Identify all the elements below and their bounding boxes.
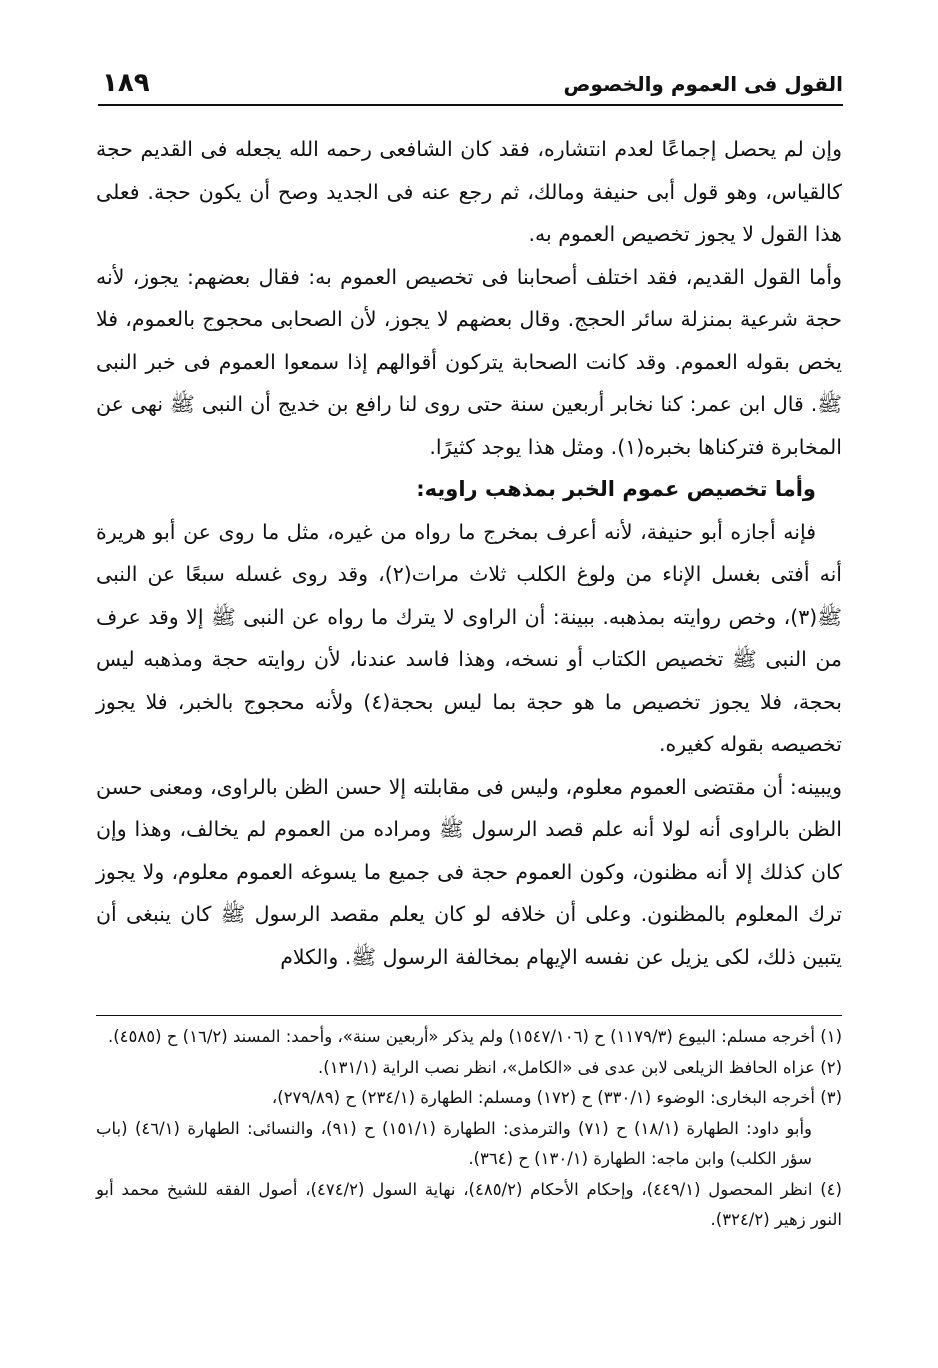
paragraph-1: وإن لم يحصل إجماعًا لعدم انتشاره، فقد كان الشافعى رحمه الله يجعله فى القديم حجة كالقياس، وهو قول أبى حنيفة ومالك، ثم رجع عنه فى الجديد وصح أن يكون حجة. فعلى هذا القول لا يجوز تخصيص العموم به. [96, 137, 842, 246]
page-number: ١٨٩ [102, 68, 150, 98]
footnote-3-continued: وأبو داود: الطهارة (١٨/١) ح (٧١) والترمذى: الطهارة (١٥١/١) ح (٩١)، والنسائى: الطهارة (٤٦/١) (باب سؤر الكلب) وابن ماجه: الطهارة (١٣٠/١) ح (٣٦٤). [96, 1118, 813, 1168]
paragraph-2: وأما القول القديم، فقد اختلف أصحابنا فى تخصيص العموم به: فقال بعضهم: يجوز، لأنه حجة شرعية بمنزلة سائر الحجج. وقال بعضهم لا يجوز، لأن الصحابى محجوج بالعموم، فلا يخص بقوله العموم. وقد كانت الصحابة يتركون أقوالهم إذا سمعوا العموم فى خبر النبى ﷺ. قال ابن عمر: كنا نخابر أربعين سنة حتى روى لنا رافع بن خديج أن النبى ﷺ نهى عن المخابرة فتركناها بخبره(١). ومثل هذا يوجد كثيرًا. [96, 264, 842, 459]
footnotes [96, 1022, 842, 1236]
footnotes-divider [96, 1015, 842, 1016]
footnote-4: (٤) انظر المحصول (٤٤٩/١)، وإحكام الأحكام (٤٨٥/٢)، نهاية السول (٤٧٤/٢)، أصول الفقه للشيخ محمد أبو النور زهير (٣٢٤/٢). [96, 1179, 842, 1229]
paragraph-3: فإنه أجازه أبو حنيفة، لأنه أعرف بمخرج ما رواه من غيره، مثل ما روى عن أبو هريرة أنه أفتى بغسل الإناء من ولوغ الكلب ثلاث مرات(٢)، وقد روى غسله سبعًا عن النبى ﷺ(٣)، وخص روايته بمذهبه. ببينة: أن الراوى لا يترك ما رواه عن النبى ﷺ إلا وقد عرف من النبى ﷺ تخصيص الكتاب أو نسخه، وهذا فاسد عندنا، لأن روايته حجة ومذهبه ليس بحجة، فلا يجوز تخصيص ما هو حجة بما ليس بحجة(٤) ولأنه محجوج بالخبر، فلا يجوز تخصيصه بقوله كغيره. [96, 519, 842, 756]
footnote-3: (٣) أخرجه البخارى: الوضوء (٣٣٠/١) ح (١٧٢) ومسلم: الطهارة (٢٣٤/١) ح (٢٧٩/٨٩)، [271, 1088, 842, 1107]
section-heading: وأما تخصيص عموم الخبر بمذهب راويه: [416, 477, 816, 501]
main-text [96, 128, 842, 978]
footnote-2: (٢) عزاه الحافظ الزيلعى لابن عدى فى «الكامل»، انظر نصب الراية (١٣١/١). [318, 1057, 842, 1077]
running-header-title: القول فى العموم والخصوص [563, 72, 843, 96]
footnote-1: (١) أخرجه مسلم: البيوع (١١٧٩/٣) ح (١٥٤٧/١٠٦) ولم يذكر «أربعين سنة»، وأحمد: المسند (١٦/٢) ح (٤٥٨٥). [107, 1027, 842, 1046]
paragraph-4: ويبينه: أن مقتضى العموم معلوم، وليس فى مقابلته إلا حسن الظن بالراوى، ومعنى حسن الظن بالراوى أنه لولا أنه علم قصد الرسول ﷺ ومراده من العموم لم يخالف، وهذا وإن كان كذلك إلا أنه مظنون، وكون العموم حجة فى جميع ما يسوغه العموم معلوم، ولا يجوز ترك المعلوم بالمظنون. وعلى أن خلافه لو كان يعلم مقصد الرسول ﷺ كان ينبغى أن يتبين ذلك، لكى يزيل عن نفسه الإيهام بمخالفة الرسول ﷺ. والكلام [96, 774, 842, 969]
running-header [98, 66, 843, 106]
